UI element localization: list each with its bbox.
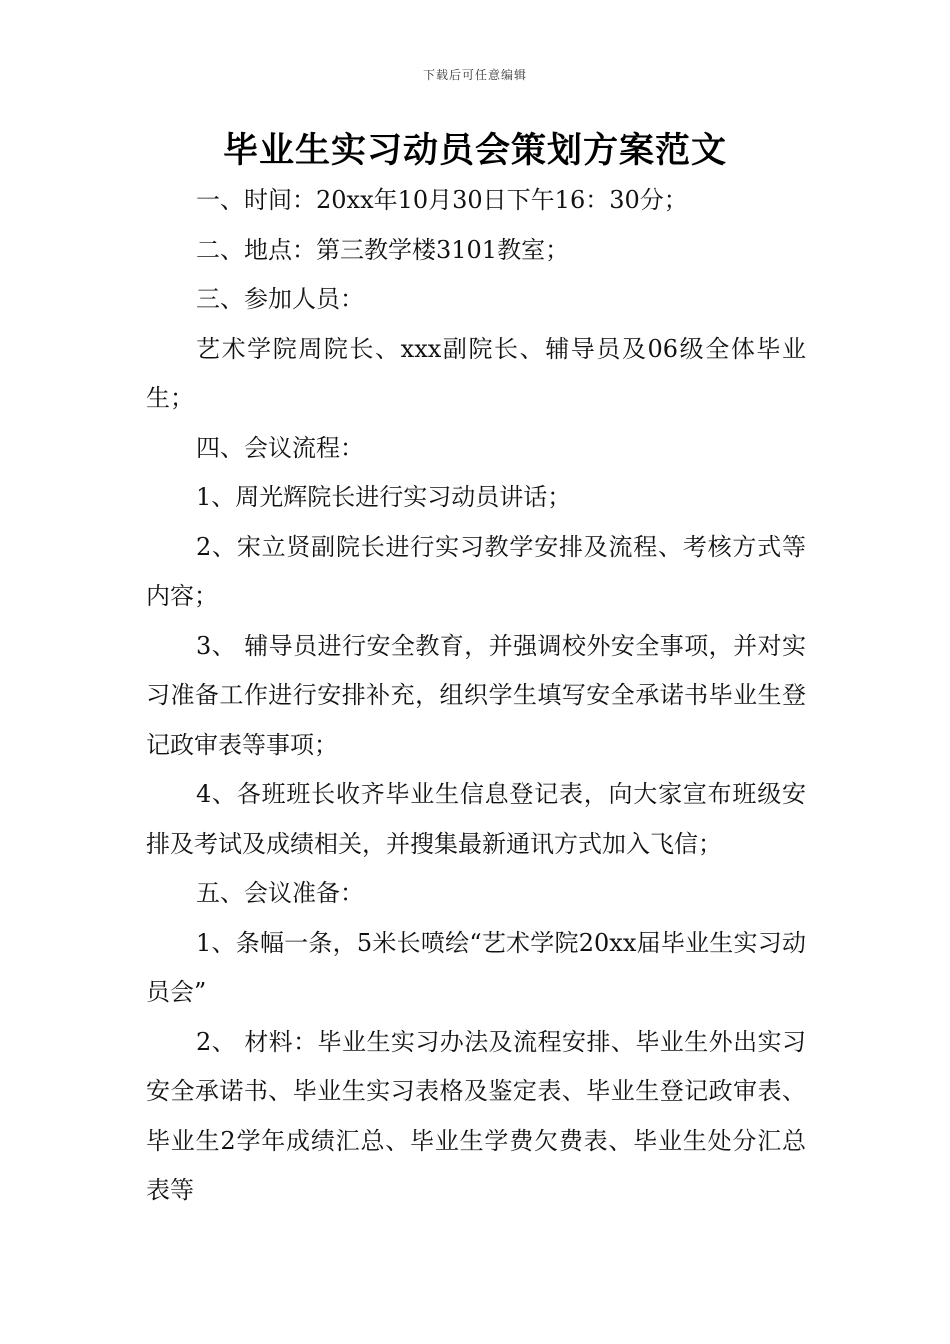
header-note: 下载后可任意编辑 xyxy=(422,68,527,82)
paragraph-preparation-item-1: 1、条幅一条，5米长喷绘“艺术学院20xx届毕业生实习动员会” xyxy=(146,928,806,1006)
paragraph-preparation-item-2: 2、 材料：毕业生实习办法及流程安排、毕业生外出实习安全承诺书、毕业生实习表格及鉴定表、毕业生登记政审表、毕业生2学年成绩汇总、毕业生学费欠费表、毕业生处分汇总表等 xyxy=(146,1027,806,1204)
paragraph-agenda-item-1: 1、周光辉院长进行实习动员讲话； xyxy=(196,483,572,511)
document-title: 毕业生实习动员会策划方案范文 xyxy=(222,131,727,171)
paragraph-agenda-heading: 四、会议流程： xyxy=(196,433,364,462)
paragraph-attendees: 艺术学院周院长、xxx副院长、辅导员及06级全体毕业生； xyxy=(146,334,806,412)
paragraph-preparation-heading: 五、会议准备： xyxy=(196,879,364,907)
paragraph-agenda-item-3: 3、 辅导员进行安全教育，并强调校外安全事项，并对实习准备工作进行安排补充，组织学生填写安全承诺书毕业生登记政审表等事项； xyxy=(146,631,806,759)
paragraph-location: 二、地点：第三教学楼3101教室； xyxy=(196,235,570,264)
paragraph-agenda-item-2: 2、宋立贤副院长进行实习教学安排及流程、考核方式等内容； xyxy=(146,532,806,610)
paragraph-agenda-item-4: 4、各班班长收齐毕业生信息登记表，向大家宣布班级安排及考试及成绩相关，并搜集最新通讯方式加入飞信； xyxy=(146,780,806,858)
paragraph-time: 一、时间：20xx年10月30日下午16：30分； xyxy=(196,186,688,214)
document-body xyxy=(146,176,806,1216)
paragraph-attendees-heading: 三、参加人员： xyxy=(196,285,364,313)
